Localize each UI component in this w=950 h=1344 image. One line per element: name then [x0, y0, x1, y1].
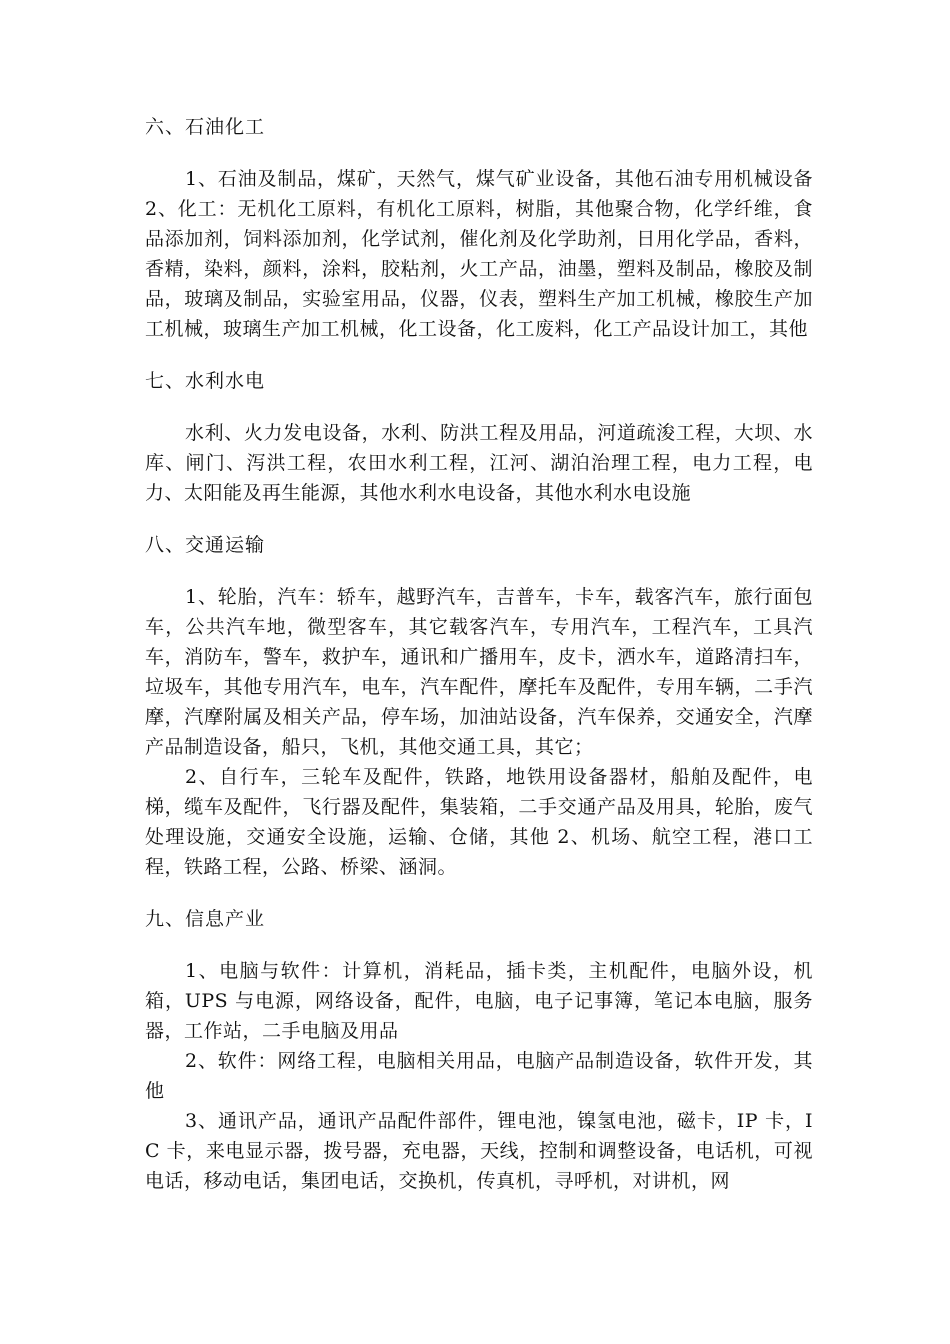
section-paragraph: 水利、火力发电设备，水利、防洪工程及用品，河道疏浚工程，大坝、水库、闸门、泻洪工程，农田水利工程，江河、湖泊治理工程，电力工程，电力、太阳能及再生能源，其他水利水电设备，其他水利水电设施 — [145, 422, 813, 504]
section-paragraph: 1、石油及制品，煤矿，天然气，煤气矿业设备，其他石油专用机械设备 2、化工：无机化工原料，有机化工原料，树脂，其他聚合物，化学纤维，食品添加剂，饲料添加剂，化学试剂，催化剂及化学助剂，日用化学品，香料，香精，染料，颜料，涂料，胶粘剂，火工产品，油墨，塑料及制品，橡胶及制品，玻璃及制品，实验室用品，仪器，仪表，塑料生产加工机械，橡胶生产加工机械，玻璃生产加工机械，化工设备，化工废料，化工产品设计加工，其他 — [145, 168, 813, 340]
section-paragraph: 3、通讯产品，通讯产品配件部件，锂电池，镍氢电池，磁卡，IP 卡，IC 卡，来电显示器，拨号器，充电器，天线，控制和调整设备，电话机，可视电话，移动电话，集团电话，交换机，传真机，寻呼机，对讲机，网 — [145, 1110, 813, 1192]
section-heading: 八、交通运输 — [145, 534, 266, 556]
section-transportation — [145, 530, 813, 882]
document-body — [145, 112, 813, 1196]
section-paragraph: 2、自行车，三轮车及配件，铁路，地铁用设备器材，船舶及配件，电梯，缆车及配件，飞行器及配件，集装箱，二手交通产品及用具，轮胎，废气处理设施，交通安全设施，运输、仓储，其他 2、机场、航空工程，港口工程，铁路工程，公路、桥梁、涵洞。 — [145, 766, 813, 878]
section-heading: 六、石油化工 — [145, 116, 266, 138]
section-water-power — [145, 366, 813, 508]
section-paragraph: 2、软件：网络工程，电脑相关用品，电脑产品制造设备，软件开发，其他 — [145, 1050, 813, 1102]
section-petrochemical — [145, 112, 813, 344]
section-heading: 七、水利水电 — [145, 370, 266, 392]
section-heading: 九、信息产业 — [145, 908, 266, 930]
section-information-industry — [145, 904, 813, 1196]
section-paragraph: 1、电脑与软件：计算机，消耗品，插卡类，主机配件，电脑外设，机箱，UPS 与电源，网络设备，配件，电脑，电子记事簿，笔记本电脑，服务器，工作站，二手电脑及用品 — [145, 960, 813, 1042]
section-paragraph: 1、轮胎，汽车：轿车，越野汽车，吉普车，卡车，载客汽车，旅行面包车，公共汽车地，微型客车，其它载客汽车，专用汽车，工程汽车，工具汽车，消防车，警车，救护车，通讯和广播用车，皮卡，洒水车，道路清扫车，垃圾车，其他专用汽车，电车，汽车配件，摩托车及配件，专用车辆，二手汽摩，汽摩附属及相关产品，停车场，加油站设备，汽车保养，交通安全，汽摩产品制造设备，船只，飞机，其他交通工具，其它； — [145, 586, 813, 758]
